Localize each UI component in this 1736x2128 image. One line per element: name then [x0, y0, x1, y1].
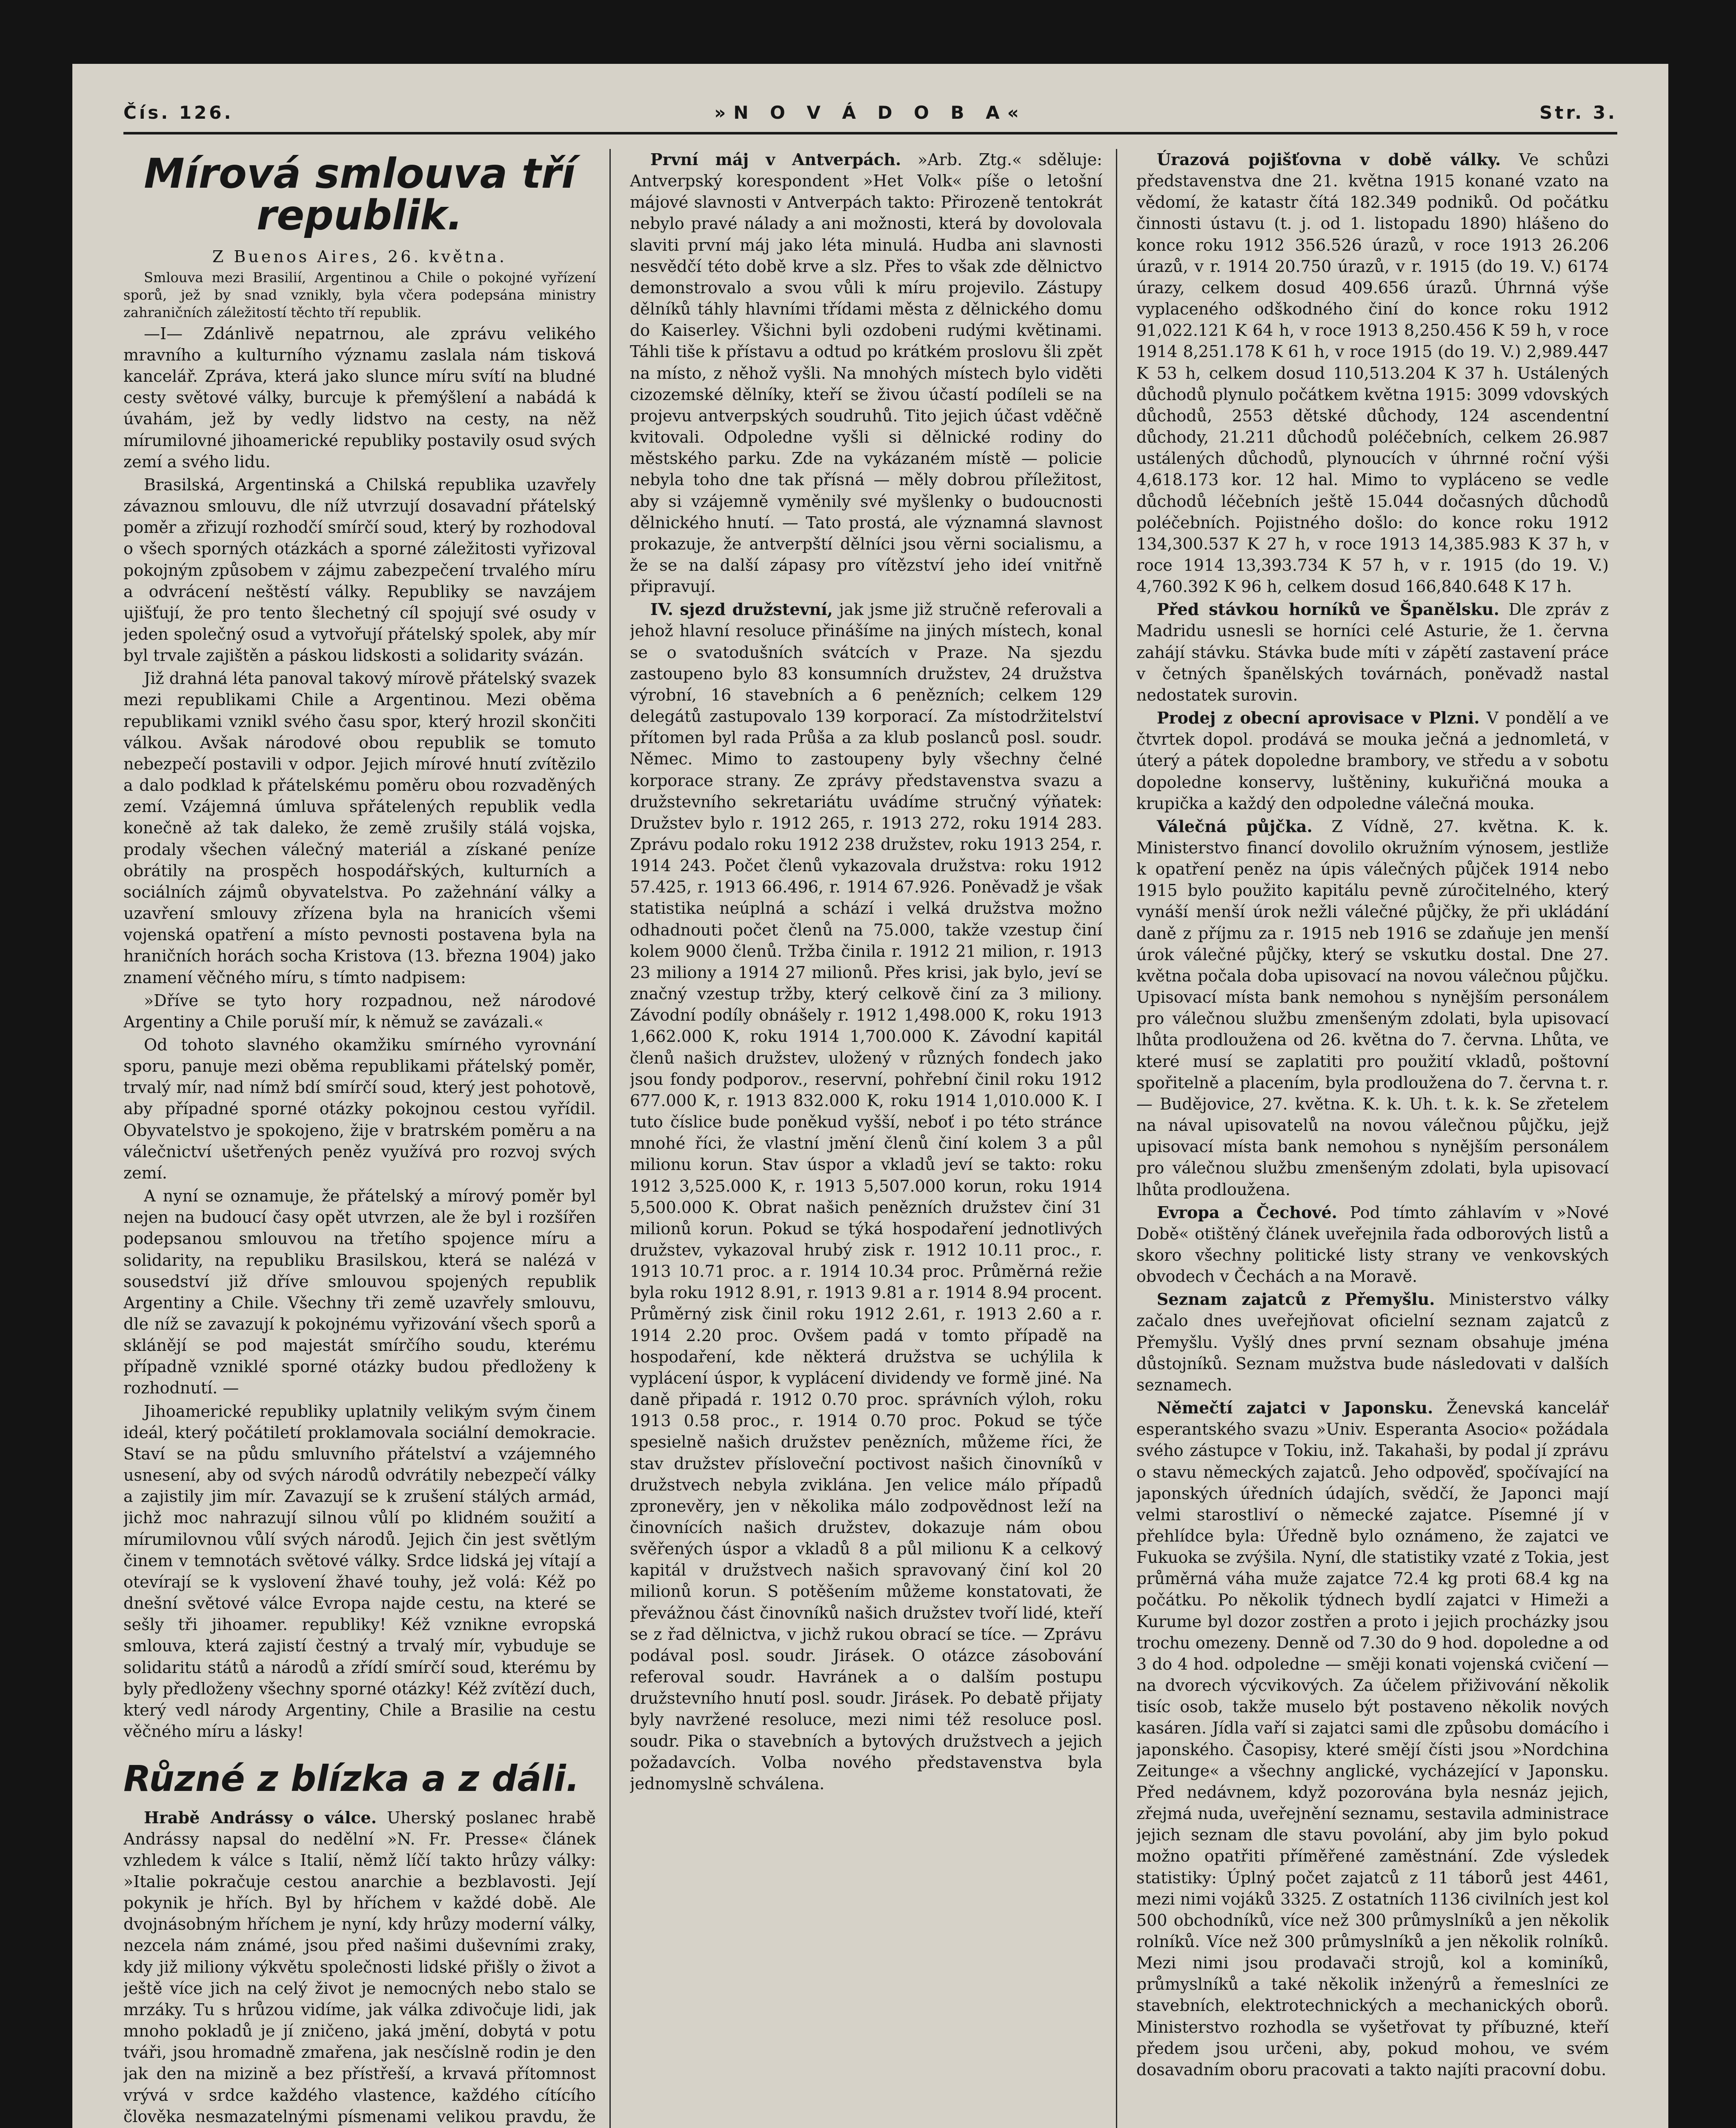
news-item-title: Evropa a Čechové. — [1157, 1202, 1338, 1222]
news-item-text: Ministerstvo války začalo dnes uveřejňovat oficielní seznam zajatců z Přemyšlu. Vyšlý dnes první seznam obsahuje jména důstojníků. Seznam mužstva bude následovati v dalších seznamech. — [1136, 1290, 1609, 1394]
column-divider-2 — [1116, 149, 1117, 2128]
article-paragraph: Již drahná léta panoval takový mírově přátelský svazek mezi republikami Chile a Argentinou. Mezi oběma republikami vznikl svého času spor, který hrozil skončiti válkou. Avšak národové obou republik se tomuto nebezpečí postavili v odpor. Jejich mírové hnutí zvítězilo a dalo podklad k přátelskému poměru obou rozvaděných zemí. Vzájemná úmluva spřátelených republik vedla konečně až tak daleko, že země zrušily stálá vojska, prodaly všechen válečný materiál a získané peníze obrátily na prospěch hospodářských, kulturních a sociálních zájmů obyvatelstva. Po zažehnání války a uzavření smlouvy zřízena byla na hranicích všemi vojenská opatření a místo pevnosti postavena byla na hraničních horách socha Kristova (13. března 1904) jako znamení věčného míru, s tímto nadpisem: — [123, 669, 596, 987]
news-item-title: Němečtí zajatci v Japonsku. — [1157, 1398, 1433, 1418]
article-lead: Smlouva mezi Brasilií, Argentinou a Chile o pokojné vyřízení sporů, jež by snad vznikly, byla včera podepsána ministry zahraničních záležitostí těchto tří republik. — [123, 269, 596, 320]
news-item-title: Úrazová pojišťovna v době války. — [1157, 150, 1501, 169]
article-paragraph: »Dříve se tyto hory rozpadnou, než národové Argentiny a Chile poruší mír, k němuž se zavázali.« — [123, 991, 596, 1031]
newspaper-title: »N O V Á D O B A« — [714, 102, 1027, 123]
article-paragraph: Jihoamerické republiky uplatnily velikým svým činem ideál, který počátiletí proklamovala sociální demokracie. Staví se na půdu smluvního přátelství a vzájemného usnesení, aby od svých národů odvrátily nebezpečí války a zajistily jim mír. Zavazují se k zrušení stálých armád, jichž moc nahrazují silnou vůlí po klidném soužití a mírumilovnou vůlí svých národů. Jejich čin jest světlým činem v temnotách světové války. Srdce lidská jej vítají a otevírají se k vyslovení žhavé touhy, jež volá: Kéž po dnešní světové válce Evropa najde cestu, na které se sešly tři jihoamer. republiky! Kéž vznikne evropská smlouva, která zajistí čestný a trvalý mír, vybuduje se solidaritu států a národů a zřídí smírčí soud, kterému by byly předloženy všechny sporné otázky! Kéž zvítězí duch, který vedl národy Argentiny, Chile a Brasilie na cestu věčného míru a lásky! — [123, 1402, 596, 1741]
news-item — [1136, 1397, 1609, 2080]
news-item-text: Dle zpráv z Madridu usnesli se horníci celé Asturie, že 1. června zahájí stávku. Stávka bude míti v zápětí zastavení práce v četných španělských továrnách, poněvadž nastal nedostatek surovin. — [1136, 600, 1609, 704]
news-item — [1136, 707, 1609, 814]
column-3 — [1136, 149, 1609, 2128]
news-item-title: Prodej z obecní aprovisace v Plzni. — [1157, 708, 1480, 728]
news-item-title: První máj v Antverpách. — [650, 150, 901, 169]
article-paragraph: Od tohoto slavného okamžiku smírného vyrovnání sporu, panuje mezi oběma republikami přátelský poměr, trvalý mír, nad nímž bdí smírčí soud, který jest pohotově, aby případné sporné otázky pokojnou cestou vyřídil. Obyvatelstvo je spokojeno, žije v bratrském poměru a na válečnictví ušetřených peněz využívá pro rozvoj svých zemí. — [123, 1035, 596, 1182]
news-item-title: Seznam zajatců z Přemyšlu. — [1157, 1290, 1435, 1309]
news-item-text: jak jsme již stručně referovali a jehož hlavní resoluce přinášíme na jiných místech, konal se o svatodušních svátcích v Praze. Na sjezdu zastoupeno bylo 83 konsumních družstev, 24 družstva výrobní, 16 stavebních a 6 penězních; celkem 129 delegátů zastupovalo 139 korporací. Za místodržitelství přítomen byl rada Průša a za klub poslanců posl. soudr. Němec. Mimo to zastoupeny byly všechny čelné korporace strany. Ze zprávy představenstva svazu a družstevního sekretariátu uvádíme stručný výňatek: Družstev bylo r. 1912 265, r. 1913 272, roku 1914 283. Zprávu podalo roku 1912 238 družstev, roku 1913 254, r. 1914 243. Počet členů vykazovala družstva: roku 1912 57.425, r. 1913 66.496, r. 1914 67.926. Poněvadž je však statistika neúplná a schází i velká družstva možno odhadnouti počet členů na 75.000, takže vzestup činí kolem 9000 členů. Tržba činila r. 1912 21 milion, r. 1913 23 miliony a 1914 27 milionů. Přes krisi, jak bylo, jeví se značný vzestup tržby, který celkově činí za 3 miliony. Závodní podíly obnášely r. 1912 1,498.000 K, roku 1913 1,662.000 K, roku 1914 1,700.000 K. Závodní kapitál členů našich družstev, uložený v různých fondech jako jsou fondy podporov., reservní, pohřební činil roku 1912 677.000 K, r. 1913 832.000 K, roku 1914 1,010.000 K. I tuto číslice bude poněkud vyšší, neboť i po této stránce mnohé říci, že vlastní jmění členů činí kolem 3 a půl milionu korun. Stav úspor a vkladů jeví se takto: roku 1912 3,525.000 K, r. 1913 5,507.000 korun, roku 1914 5,500.000 K. Obrat našich penězních družstev činí 31 milionů korun. Pokud se týká hospodaření jednotlivých družstev, vykazoval hrubý zisk r. 1912 10.11 proc., r. 1913 10.71 proc. a r. 1914 10.34 proc. Průměrná režie byla roku 1912 8.91, r. 1913 9.81 a r. 1914 8.94 procent. Průměrný zisk činil roku 1912 2.61, r. 1913 2.60 a r. 1914 2.20 proc. Ovšem padá v tomto případě na hospodaření, kde některá družstva se uchýlila k vyplácení úspor, k vyplácení dividendy ve formě jiné. Na daně připadá r. 1912 0.70 proc. správních výloh, roku 1913 0.58 proc., r. 1914 0.70 proc. Pokud se týče spesielně našich družstev penězních, můžeme říci, že stav družstev přísloveční poctivost našich činovníků v družstvech nebyla zviklána. Jen velice málo případů zpronevěry, jen v několika málo zodpovědnost leží na činovnících našich družstev, dokazuje nám obou svěřených úspor a vkladů 8 a půl milionu K a celkový kapitál v družstvech našich spravovaný činí kol 20 milionů korun. S potěšením můžeme konstatovati, že převážnou část činovníků našich družstev tvoří lidé, kteří se z řad dělnictva, v jichž rukou obrací se tíce. — Zprávu podával posl. soudr. Jirásek. O otázce zásobování referoval soudr. Havránek a o dalším postupu družstevního hnutí posl. soudr. Jirásek. Po debatě přijaty byly navržené resoluce, mezi nimi též resoluce posl. soudr. Pika o stavebních a bytových družstvech a jejich požadavcích. Volba nového představenstva byla jednomyslně schválena. — [630, 600, 1102, 1793]
news-item — [123, 1807, 596, 2128]
news-item — [1136, 149, 1609, 597]
column-1 — [123, 149, 596, 2128]
news-item-text: Ženevská kancelář esperantského svazu »Univ. Esperanta Asocio« požádala svého zástupce v Tokiu, inž. Takahaši, by podal jí zprávu o stavu německých zajatců. Jeho odpověď, spočívající na japonských úředních údajích, svědčí, že Japonci mají velmi starostliví o německé zajatce. Písemné jí v přehlídce byla: Úředně bylo oznámeno, že zajatci ve Fukuoka se zvýšila. Nyní, dle statistiky vzaté z Tokia, jest průměrná váha muže zajatce 72.4 kg proti 68.4 kg na počátku. Po několik týdnech bydlí zajatci v Himeži a Kurume byl dozor zostřen a proto i jejich procházky jsou trochu omezeny. Denně od 7.30 do 9 hod. dopoledne a od 3 do 4 hod. odpoledne — směji konati vojenská cvičení — na dvorech výcvikových. Za účelem přiživování několik tisíc osob, takže muselo být postaveno několik nových kasáren. Jídla vaří si zajatci sami dle způsobu domácího i japonského. Časopisy, které smějí čísti jsou »Nordchina Zeitunge« a všechny anglické, vycházející v Japonsku. Před nedávnem, když pozorována byla nesnáz jejich, zřejmá nuda, uveřejnění seznamu, sestavila administrace jejich seznam dle stavu povolání, aby jim bylo pokud možno opatřiti příměřené zaměstnání. Zde výsledek statistiky: Úplný počet zajatců z 11 táborů jest 4461, mezi nimi vojáků 3325. Z ostatních 1136 civilních jest kol 500 obchodníků, více než 300 průmyslníků a jen několik rolníků. Více než 300 průmyslníků a jen několik rolníků. Mezi nimi jsou prodavači strojů, kol a kominíků, průmyslníků a také několik inženýrů a řemeslníci ze stavebních, elektrotechnických a mechanických oborů. Ministerstvo rozhodla se vyšetřovat ty příbuzné, kteří předem jsou určeni, aby, pokud mohou, ve svém dosavadním oboru pracovati a takto najíti pracovní dobu. — [1136, 1399, 1609, 2079]
news-item-title: Válečná půjčka. — [1157, 816, 1313, 836]
news-item-text: Ve schůzi představenstva dne 21. května 1915 konané vzato na vědomí, že katastr čítá 182.349 podniků. Od počátku činnosti ústavu (t. j. od 1. listopadu 1890) hlášeno do konce roku 1912 356.526 úrazů, v roce 1913 26.206 úrazů, v r. 1914 20.750 úrazů, v r. 1915 (do 19. V.) 6174 úrazy, celkem dosud 409.656 úrazů. Úhrnná výše vyplaceného odškodného činí do konce roku 1912 91,022.121 K 64 h, v roce 1913 8,250.456 K 59 h, v roce 1914 8,251.178 K 61 h, v roce 1915 (do 19. V.) 2,989.447 K 53 h, celkem dosud 110,513.204 K 37 h. Ustálených důchodů plynulo počátkem května 1915: 3099 vdovských důchodů, 2553 dětské důchody, 124 ascendentní důchody, 21.211 důchodů poléčebních, celkem 26.987 ustálených důchodů, plynoucích v úhrnné roční výši 4,618.173 kor. 12 hal. Mimo to vypláceno se vedle důchodů léčebních ještě 15.044 dočasných důchodů poléčebních. Pojistného došlo: do konce roku 1912 134,300.537 K 27 h, v roce 1913 14,385.983 K 37 h, v roce 1914 13,393.734 K 57 h, v r. 1915 (do 19. V.) 4,760.392 K 96 h, celkem dosud 166,840.648 K 17 h. — [1136, 150, 1609, 596]
news-item — [1136, 816, 1609, 1200]
news-item-text: Pod tímto záhlavím v »Nové Době« otištěný článek uveřejnila řada odborových listů a skoro všechny politické listy strany ve venkovských obvodech v Čechách a na Moravě. — [1136, 1203, 1609, 1286]
masthead-rule — [123, 132, 1617, 134]
page-number: Str. 3. — [1539, 102, 1617, 123]
news-item-text: Uherský poslanec hrabě Andrássy napsal do nedělní »N. Fr. Presse« článek vzhledem k válce s Italií, němž líčí takto hrůzy války: »Italie pokračuje cestou anarchie a bezblavosti. Její pokynik je hřích. Byl by hříchem v každé době. Ale dvojnásobným hříchem je nyní, kdy hrůzy moderní války, nezcela nám známé, jsou před našimi duševními zraky, kdy již miliony výkvětu společnosti lidské přišly o život a ještě více jich na celý život je nemocných nebo stalo se mrzáky. Tu s hrůzou vidíme, jak válka zdivočuje lidi, jak mnoho pokladů je jí zničeno, jaká jmění, dobytá v potu tváři, jsou hromadně zmařena, jak nesčíslně rodin je den jak den na mizině a bez přístřeší, a krvavá přítomnost vrývá v srdce každého vlastence, každého cítícího člověka nesmazatelnými písmenami velikou pravdu, že — [123, 1808, 596, 2126]
column-divider-1 — [609, 149, 611, 2128]
news-item-text: Z Vídně, 27. května. K. k. Ministerstvo financí dovolilo okružním výnosem, jestliže k opatření peněz na úpis válečných půjček 1914 nebo 1915 bylo použito kapitálu pevně zúročitelného, který vynáší menší úrok nežli válečné půjčky, že při ukládání daně z příjmu za r. 1915 neb 1916 se zdaňuje jen menší úrok válečné půjčky, který se vskutku dostal. Dne 27. května počala doba upisovací na novou válečnou půjčku. Upisovací místa bank nemohou s nynějším personálem pro válečnou službu zmenšeným zdolati, byla upisovací lhůta prodloužena od 26. května do 7. června. Lhůta, ve které musí se zaplatiti pro použití vkladů, poštovní spořitelně a placením, byla prodloužena do 7. června t. r. — Budějovice, 27. května. K. k. Uh. t. k. k. Se zřetelem na nával upisovatelů na novou válečnou půjčku, jejž upisovací místa bank nemohou s nynějším personálem pro válečnou službu zmenšeným zdolati, byla upisovací lhůta prodloužena. — [1136, 817, 1609, 1199]
news-item — [1136, 1202, 1609, 1287]
news-item-title: IV. sjezd družstevní, — [650, 600, 833, 619]
news-item-text: »Arb. Ztg.« sděluje: Antverpský korespondent »Het Volk« píše o letošní májové slavnosti v Antverpách takto: Přirozeně tentokrát nebylo pravé nálady a ani možnosti, která by dovolovala slaviti první máj jako léta minulá. Hudba ani slavnosti nesvědčí této době krve a slz. Přes to však zde dělnictvo demonstrovalo a svou vůli k míru projevilo. Zástupy dělníků táhly hlavními třídami města z dělnického domu do Kaiserley. Všichni byli ozdobeni rudými květinami. Táhli tiše k přístavu a odtud po krátkém proslovu šli zpět na místo, z něhož vyšli. Na mnohých místech bylo viděti cizozemské dělníky, kteří se živou účastí podíleli se na projevu antverpských soudruhů. Tito jejich účast vděčně kvitovali. Odpoledne vyšli si dělnické rodiny do městského parku. Zde na vykázaném místě — policie nebyla toho dne tak přísná — měly dobrou příležitost, aby si vzájemně vyměnily své myšlenky o budoucnosti dělnického hnutí. — Tato prostá, ale významná slavnost prokazuje, že antverpští dělníci jsou věrni socialismu, a že se na další zápasy pro vítězství jeho ideí vnitřně připravují. — [630, 150, 1102, 596]
article-paragraph: Brasilská, Argentinská a Chilská republika uzavřely závaznou smlouvu, dle níž utvrzují dosavadní přátelský poměr a zřizují rozhodčí smírčí soud, který by rozhodoval o všech sporných otázkách a sporné záležitosti vyřizoval pokojným způsobem v zájmu zabezpečení trvalého míru a odvrácení neštěstí války. Republiky se navzájem ujišťují, že pro tento šlechetný cíl spojují své osudy v jeden společný osud a vytvořují přátelský spolek, aby mír byl trvale zajištěn a páskou lidskosti a solidarity svázán. — [123, 475, 596, 665]
newspaper-page — [72, 64, 1668, 2128]
headline-miscellany: Různé z blízka a z dáli. — [123, 1758, 580, 1800]
dateline: Z Buenos Aires, 26. května. — [212, 247, 507, 266]
news-item-title: Hrabě Andrássy o válce. — [144, 1808, 377, 1827]
masthead — [123, 102, 1617, 136]
article-paragraph: A nyní se oznamuje, že přátelský a mírový poměr byl nejen na budoucí časy opět utvrzen, ale že byl i rozšířen podepsanou smlouvou na třetího spojence míru a solidarity, na republiku Brasilskou, která se nalézá v sousedství již dříve smlouvou spojených republik Argentiny a Chile. Všechny tři země uzavřely smlouvu, dle níž se zavazují k pokojnému vyřizování všech sporů a sklánějí se pod majestát smírčího soudu, kterému případně vzniklé sporné otázky budou předloženy k rozhodnutí. — — [123, 1187, 596, 1398]
issue-number: Čís. 126. — [123, 102, 234, 123]
column-2 — [630, 149, 1102, 2128]
article-paragraph: —I— Zdánlivě nepatrnou, ale zprávu velikého mravního a kulturního významu zaslala nám tisková kancelář. Zpráva, která jako slunce míru svítí na bludné cesty světové války, burcuje k přemýšlení a nabádá k úvahám, jež by vedly lidstvo na cesty, na něž mírumilovné jihoamerické republiky postavily osud svých zemí a svého lidu. — [123, 324, 596, 471]
news-item — [630, 149, 1102, 597]
news-item-text: V pondělí a ve čtvrtek dopol. prodává se mouka ječná a jednomletá, v úterý a pátek dopoledne brambory, ve středu a v sobotu dopoledne konservy, luštěniny, kukuřičná mouka a krupička a každý den odpoledne válečná mouka. — [1136, 709, 1609, 813]
news-item-title: Před stávkou horníků ve Španělsku. — [1157, 600, 1499, 619]
news-item — [1136, 599, 1609, 706]
headline-peace-treaty: Mírová smlouva tří republik. — [144, 150, 575, 239]
news-item — [630, 599, 1102, 1794]
news-item — [1136, 1289, 1609, 1396]
